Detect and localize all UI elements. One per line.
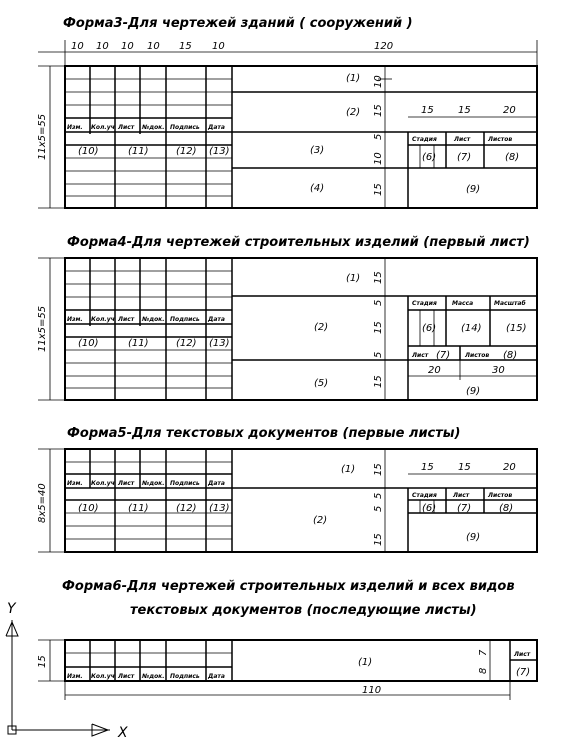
label-header_labels-stadiya: Стадия [412,136,437,143]
label-row_heights-r5: 5 [373,505,384,512]
label-column_headers-2: Лист [118,480,135,487]
dim-f3-sub1: 15 [458,105,471,116]
label-fields-f10: (10) [78,503,99,514]
label-row_heights-r15: 15 [373,463,384,476]
label-column_headers-4: Подпись [170,124,200,131]
label-row_heights-r15: 15 [373,533,384,546]
label-sub_widths-0: 15 [421,462,434,473]
label-row_heights-r5: 5 [373,299,384,306]
label-column_headers-3: №док. [142,480,165,487]
label-fields-f13: (13) [209,503,230,514]
label-fields-f8: (8) [505,152,520,163]
label-fields-f7: (7) [457,503,472,514]
label-column_headers-4: Подпись [170,480,200,487]
dim-f3-1: 10 [96,41,109,52]
forma6-block [38,640,537,700]
label-row_heights-r15: 15 [373,375,384,388]
label-fields-f14: (14) [461,323,482,334]
dim-f3-right: 120 [374,41,394,52]
label-bottom_width: 110 [362,685,382,696]
label-row_heights-r5: 5 [373,492,384,499]
label-fields-f6: (6) [422,152,437,163]
label-column_headers-5: Дата [208,480,225,487]
label-fields-f8: (8) [499,503,514,514]
dim-f3-left: 11х5=55 [37,113,48,160]
h-f3-1: 10 [373,75,384,88]
label-left_dims-f4: 11х5=55 [37,305,48,352]
label-column_headers-1: Кол.уч [91,124,115,131]
label-header_labels-listov: Листов [465,352,490,359]
label-header_labels-stadiya: Стадия [412,492,437,499]
label-column_headers-5: Дата [208,673,225,680]
label-row_heights-r8: 8 [478,667,489,674]
label-fields-f5: (5) [314,378,329,389]
dim-f3-5: 10 [212,41,225,52]
label-row_heights-r5: 5 [373,351,384,358]
label-header_labels-massa: Масса [452,300,474,307]
forma6-title-line1: Форма6-Для чертежей строительных изделий и всех видов [62,579,515,594]
label-column_headers-0: Изм. [67,124,83,131]
label-fields-f7: (7) [457,152,472,163]
label-fields-f10: (10) [78,146,99,157]
dim-f3-0: 10 [71,41,84,52]
label-fields-f13: (13) [209,338,230,349]
axis-x-label: X [118,725,128,741]
forma4-labels [67,273,527,397]
h-f3-3: 5 [373,133,384,140]
label-fields-f12: (12) [176,338,197,349]
label-fields-f1: (1) [341,464,356,475]
label-sub_widths_f4-0: 20 [428,365,441,376]
forma6-labels [67,651,531,680]
label-fields-f2: (2) [314,322,329,333]
label-fields-f10: (10) [78,338,99,349]
label-fields-f6: (6) [422,323,437,334]
label-header_labels-list: Лист [454,136,471,143]
h-f3-2: 15 [373,104,384,117]
label-fields-f12: (12) [176,503,197,514]
label-fields-f13: (13) [209,146,230,157]
label-fields-f8: (8) [503,350,518,361]
label-fields-f1: (1) [358,657,373,668]
label-column_headers-4: Подпись [170,673,200,680]
label-row_heights-r7: 7 [478,649,489,656]
label-column_headers-1: Кол.уч [91,480,115,487]
label-fields-f6: (6) [422,503,437,514]
label-column_headers-0: Изм. [67,673,83,680]
label-fields-f9: (9) [466,386,481,397]
h-f3-5: 15 [373,183,384,196]
label-header_labels-list: Лист [514,651,531,658]
label-row_heights-r15: 15 [373,321,384,334]
label-header_labels-listov: Листов [488,136,513,143]
label-header_labels-list: Лист [412,352,429,359]
label-fields-f1: (1) [346,273,361,284]
forma5-title: Форма5-Для текстовых документов (первые листы) [67,426,461,441]
label-fields-f2: (2) [313,515,328,526]
label-header_labels-stadiya: Стадия [412,300,437,307]
label-left_dims-f6: 15 [37,655,48,668]
label-fields-f15: (15) [506,323,527,334]
label-fields-f11: (11) [128,503,149,514]
dim-f3-3: 10 [147,41,160,52]
label-fields-f1: (1) [346,73,361,84]
label-column_headers-3: №док. [142,316,165,323]
label-column_headers-2: Лист [118,673,135,680]
label-column_headers-0: Изм. [67,480,83,487]
dim-f3-sub2: 20 [503,105,516,116]
label-sub_widths-2: 20 [503,462,516,473]
label-fields-f11: (11) [128,338,149,349]
label-left_dims-f5: 8х5=40 [37,483,48,523]
label-column_headers-4: Подпись [170,316,200,323]
h-f3-4: 10 [373,152,384,165]
label-fields-f2: (2) [346,107,361,118]
label-column_headers-5: Дата [208,316,225,323]
label-sub_widths-1: 15 [458,462,471,473]
label-column_headers-3: №док. [142,124,165,131]
label-fields-f9: (9) [466,184,481,195]
label-fields-f12: (12) [176,146,197,157]
label-column_headers-1: Кол.уч [91,673,115,680]
forma3-title: Форма3-Для чертежей зданий ( сооружений ) [63,16,413,31]
label-fields-f3: (3) [310,145,325,156]
dim-f3-4: 15 [179,41,192,52]
label-fields-f7: (7) [516,667,531,678]
axis-y-label: Y [7,601,16,617]
label-header_labels-list: Лист [453,492,470,499]
label-header_labels-masshtab: Масштаб [494,300,526,307]
label-column_headers-2: Лист [118,316,135,323]
label-header_labels-listov: Листов [488,492,513,499]
label-column_headers-1: Кол.уч [91,316,115,323]
label-row_heights-r15: 15 [373,271,384,284]
label-fields-f9: (9) [466,532,481,543]
dim-f3-sub0: 15 [421,105,434,116]
label-sub_widths_f4-1: 30 [492,365,505,376]
label-column_headers-0: Изм. [67,316,83,323]
label-column_headers-2: Лист [118,124,135,131]
label-fields-f4: (4) [310,183,325,194]
label-fields-f7: (7) [436,350,451,361]
label-fields-f11: (11) [128,146,149,157]
label-column_headers-3: №док. [142,673,165,680]
dim-f3-2: 10 [121,41,134,52]
forma4-title: Форма4-Для чертежей строительных изделий (первый лист) [67,235,530,250]
label-column_headers-5: Дата [208,124,225,131]
forma6-title-line2: текстовых документов (последующие листы) [130,603,477,618]
